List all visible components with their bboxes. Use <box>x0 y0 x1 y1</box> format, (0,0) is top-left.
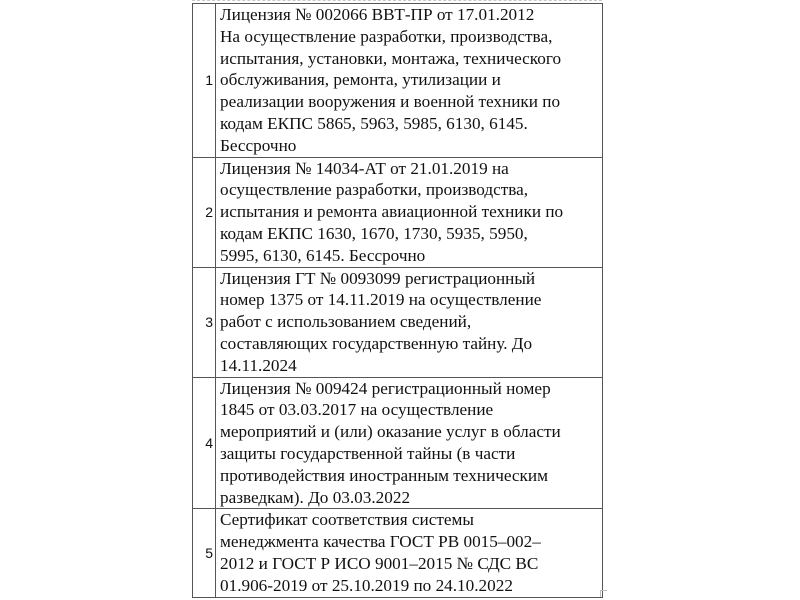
corner-crop-mark <box>600 590 607 597</box>
row-text: Лицензия № 002066 ВВТ-ПР от 17.01.2012 На осуществление разработки, производства, испытания, установки, монтажа, технического обслуживания, ремонта, утилизации и реализации вооружения и военной техники по кодам ЕКПС 5865, 5963, 5985, 6130, 6145. Бессрочно <box>216 4 603 158</box>
table-row <box>193 509 603 597</box>
row-number: 5 <box>193 509 216 597</box>
table-row <box>193 157 603 267</box>
row-text: Сертификат соответствия системы менеджмента качества ГОСТ РВ 0015–002– 2012 и ГОСТ Р ИСО 9001–2015 № СДС ВС 01.906-2019 от 25.10.2019 по 24.10.2022 <box>216 509 603 597</box>
row-number: 2 <box>193 157 216 267</box>
row-number: 3 <box>193 267 216 377</box>
licenses-table <box>192 3 603 598</box>
row-text: Лицензия № 14034-АТ от 21.01.2019 на осуществление разработки, производства, испытания и ремонта авиационной техники по кодам ЕКПС 1630, 1670, 1730, 5935, 5950, 5995, 6130, 6145. Бессрочно <box>216 157 603 267</box>
row-text: Лицензия ГТ № 0093099 регистрационный номер 1375 от 14.11.2019 на осуществление работ с использованием сведений, составляющих государственную тайну. До 14.11.2024 <box>216 267 603 377</box>
table-row <box>193 267 603 377</box>
table-row <box>193 377 603 509</box>
row-number: 4 <box>193 377 216 509</box>
row-number: 1 <box>193 4 216 158</box>
row-text: Лицензия № 009424 регистрационный номер 1845 от 03.03.2017 на осуществление мероприятий и (или) оказание услуг в области защиты государственной тайны (в части противодействия иностранным техническим разведкам). До 03.03.2022 <box>216 377 603 509</box>
table-row <box>193 4 603 158</box>
table-top-guide-line <box>192 0 602 2</box>
